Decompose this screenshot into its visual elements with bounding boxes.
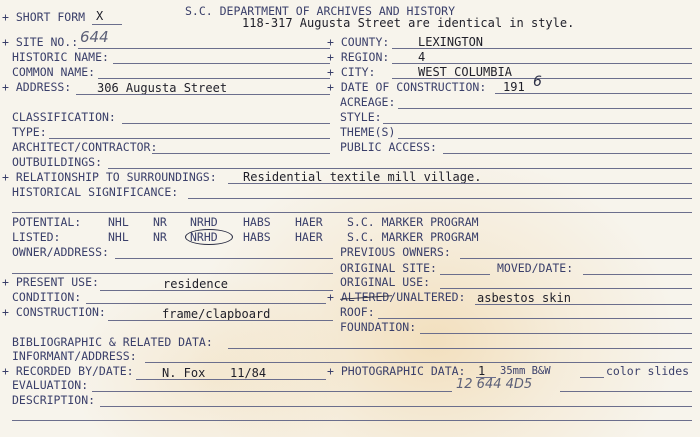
bibliographic-label: BIBLIOGRAPHIC & RELATED DATA: <box>12 335 213 349</box>
photo-count: 1 <box>478 364 486 378</box>
date-construction-line <box>495 93 692 94</box>
bibliographic-line <box>228 348 692 349</box>
recorded-line <box>136 379 326 380</box>
original-use-line <box>440 288 692 289</box>
common-name-line <box>98 78 330 79</box>
recorded-by-value: N. Fox <box>162 366 206 380</box>
owner-line <box>115 258 333 259</box>
county-label: + COUNTY: <box>327 35 390 49</box>
architect-line <box>152 153 330 154</box>
potential-label: POTENTIAL: <box>12 215 82 229</box>
outbuildings-line <box>108 168 692 169</box>
photo-label: + PHOTOGRAPHIC DATA: <box>327 364 466 378</box>
altered-label: + ALTERED/UNALTERED: <box>327 290 466 304</box>
theme-line <box>398 138 692 139</box>
county-line <box>392 48 692 49</box>
present-use-value: residence <box>163 277 229 291</box>
construction-label: + CONSTRUCTION: <box>2 305 106 319</box>
site-no-label: + SITE NO.: <box>2 35 79 49</box>
photo-color-line <box>580 377 604 378</box>
city-value: WEST COLUMBIA <box>418 65 512 79</box>
original-use-label: ORIGINAL USE: <box>340 275 431 289</box>
potential-nr: NR <box>153 215 167 229</box>
acreage-label: ACREAGE: <box>340 95 396 109</box>
type-line <box>49 138 330 139</box>
description-line <box>100 406 692 407</box>
recorded-date-value: 11/84 <box>230 366 267 380</box>
address-label: + ADDRESS: <box>2 80 72 94</box>
construction-line <box>108 320 333 321</box>
county-value: LEXINGTON <box>418 35 484 49</box>
present-use-line <box>100 290 333 291</box>
description-line-2 <box>12 420 692 421</box>
listed-habs: HABS <box>243 230 271 244</box>
short-form-value: X <box>96 9 104 23</box>
region-label: + REGION: <box>327 50 390 64</box>
potential-nrhd: NRHD <box>190 215 218 229</box>
short-form-line <box>92 24 122 25</box>
public-access-label: PUBLIC ACCESS: <box>340 140 437 154</box>
date-construction-label: + DATE OF CONSTRUCTION: <box>327 80 487 94</box>
site-no-value: 644 <box>80 28 109 46</box>
listed-label: LISTED: <box>12 230 61 244</box>
evaluation-label: EVALUATION: <box>12 378 89 392</box>
city-label: + CITY: <box>327 65 376 79</box>
description-label: DESCRIPTION: <box>12 393 96 407</box>
classification-label: CLASSIFICATION: <box>12 110 116 124</box>
style-label: STYLE: <box>340 110 382 124</box>
owner-label: OWNER/ADDRESS: <box>12 245 109 259</box>
relationship-line <box>228 183 692 184</box>
theme-label: THEME(S) <box>340 125 396 139</box>
significance-line <box>188 198 692 199</box>
site-no-line <box>78 48 330 49</box>
date-construction-pen: 6 <box>533 74 542 90</box>
potential-nhl: NHL <box>108 215 129 229</box>
listed-marker: S.C. MARKER PROGRAM <box>347 230 479 244</box>
informant-line <box>145 362 692 363</box>
acreage-line <box>398 108 692 109</box>
photo-ref: 12 644 4D5 <box>456 377 533 392</box>
outbuildings-label: OUTBUILDINGS: <box>12 155 103 169</box>
historic-name-label: HISTORIC NAME: <box>12 50 109 64</box>
photo-bw: 35mm B&W <box>500 365 551 377</box>
informant-label: INFORMANT/ADDRESS: <box>12 349 137 363</box>
construction-value: frame/clapboard <box>162 307 271 321</box>
common-name-label: COMMON NAME: <box>12 65 96 79</box>
header-note: 118-317 Augusta Street are identical in style. <box>242 16 575 30</box>
owner-line-2 <box>12 273 333 274</box>
altered-value: asbestos skin <box>477 291 571 305</box>
agency-title: S.C. DEPARTMENT OF ARCHIVES AND HISTORY <box>185 4 456 18</box>
previous-owners-line <box>460 258 692 259</box>
roof-line <box>378 318 692 319</box>
evaluation-line <box>92 391 452 392</box>
condition-line <box>86 303 326 304</box>
listed-nrhd-circle <box>185 229 233 245</box>
city-line <box>392 78 692 79</box>
address-line <box>76 94 330 95</box>
potential-marker: S.C. MARKER PROGRAM <box>347 215 479 229</box>
historic-name-line <box>113 63 330 64</box>
date-construction-typed: 191 <box>503 80 525 94</box>
moved-date-line <box>583 274 692 275</box>
significance-line-2 <box>12 212 692 213</box>
potential-habs: HABS <box>243 215 271 229</box>
listed-nrhd: NRHD <box>190 230 218 244</box>
potential-haer: HAER <box>295 215 323 229</box>
region-line <box>392 63 692 64</box>
condition-label: CONDITION: <box>12 290 82 304</box>
architect-label: ARCHITECT/CONTRACTOR: <box>12 140 158 154</box>
roof-label: ROOF: <box>340 305 375 319</box>
present-use-label: + PRESENT USE: <box>2 275 99 289</box>
region-value: 4 <box>418 50 426 64</box>
recorded-label: + RECORDED BY/DATE: <box>2 364 134 378</box>
significance-label: HISTORICAL SIGNIFICANCE: <box>12 185 179 199</box>
evaluation-line-2 <box>560 391 692 392</box>
address-value: 306 Augusta Street <box>97 81 228 95</box>
classification-line <box>122 123 330 124</box>
relationship-value: Residential textile mill village. <box>243 170 482 184</box>
original-site-line <box>440 274 490 275</box>
style-line <box>383 123 692 124</box>
moved-date-label: MOVED/DATE: <box>497 261 574 275</box>
public-access-line <box>443 153 692 154</box>
listed-haer: HAER <box>295 230 323 244</box>
listed-nr: NR <box>153 230 167 244</box>
altered-line <box>475 304 692 305</box>
photo-color: color slides <box>606 364 690 378</box>
original-site-label: ORIGINAL SITE: <box>340 261 437 275</box>
foundation-line <box>420 333 692 334</box>
short-form-label: + SHORT FORM <box>2 10 86 24</box>
foundation-label: FOUNDATION: <box>340 320 417 334</box>
type-label: TYPE: <box>12 125 47 139</box>
relationship-label: + RELATIONSHIP TO SURROUNDINGS: <box>2 170 217 184</box>
listed-nhl: NHL <box>108 230 129 244</box>
previous-owners-label: PREVIOUS OWNERS: <box>340 245 451 259</box>
